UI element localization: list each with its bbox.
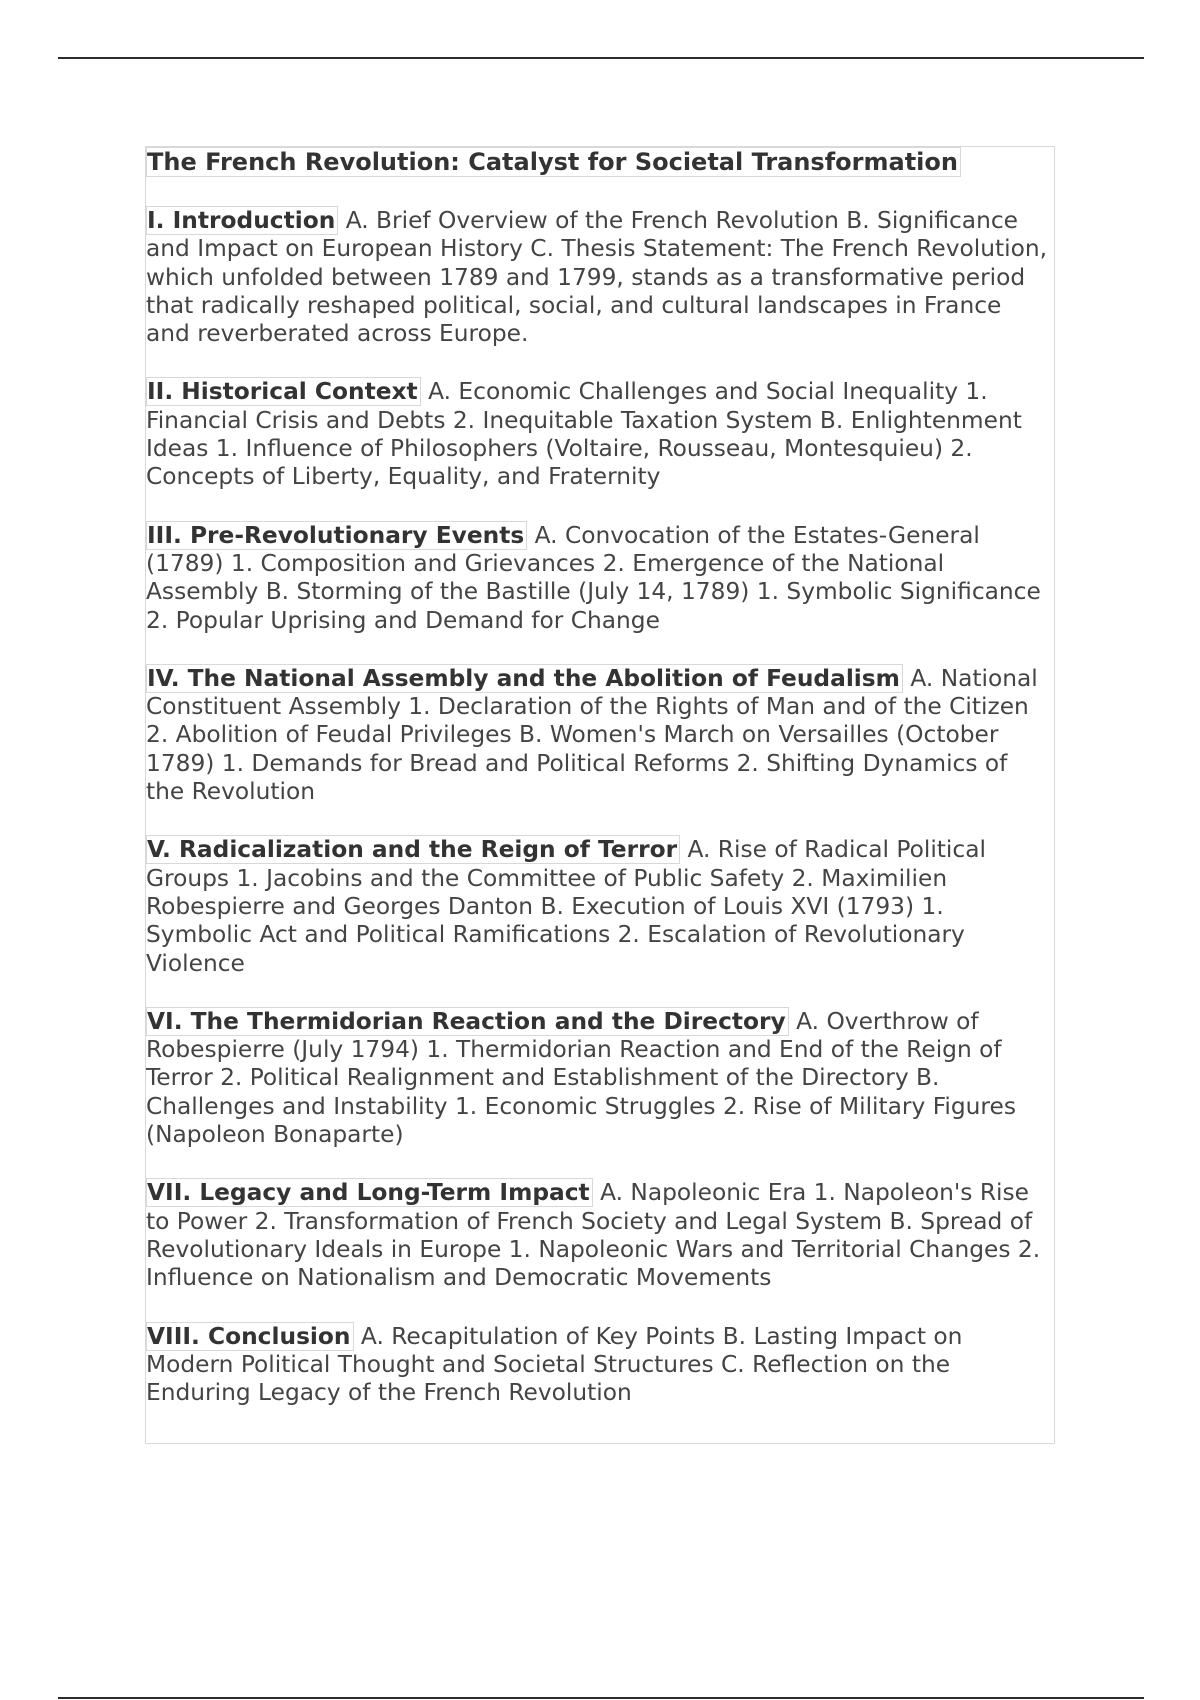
section-heading: III. Pre-Revolutionary Events (146, 521, 527, 550)
section-pre-revolutionary-events (146, 522, 1054, 635)
top-divider (58, 57, 1144, 59)
document-title: The French Revolution: Catalyst for Societal Transformation (146, 147, 961, 177)
section-heading: II. Historical Context (146, 377, 421, 406)
section-thermidorian-reaction (146, 1008, 1054, 1149)
section-body: A. National Constituent Assembly 1. Declaration of the Rights of Man and of the Citizen 2. Abolition of Feudal Privileges B. Women's March on Versailles (October 1789) 1. Demands for Bread and Political Reforms 2. Shifting Dynamics of the Revolution (146, 664, 1038, 806)
section-body: A. Napoleonic Era 1. Napoleon's Rise to Power 2. Transformation of French Society and Legal System B. Spread of Revolutionary Ideals in Europe 1. Napoleonic Wars and Territorial Changes 2. Influence on Nationalism and Democratic Movements (146, 1179, 1041, 1292)
section-heading: VI. The Thermidorian Reaction and the Directory (146, 1007, 789, 1036)
section-body: A. Overthrow of Robespierre (July 1794) 1. Thermidorian Reaction and End of the Reign of Terror 2. Political Realignment and Establishment of the Directory B. Challenges and Instability 1. Economic Struggles 2. Rise of Military Figures (Napoleon Bonaparte) (146, 1007, 1016, 1149)
document-body (145, 146, 1055, 1444)
section-heading: I. Introduction (146, 206, 338, 235)
section-heading: V. Radicalization and the Reign of Terror (146, 835, 680, 864)
section-conclusion (146, 1323, 1054, 1408)
bottom-divider (58, 1697, 1144, 1699)
section-body: A. Rise of Radical Political Groups 1. Jacobins and the Committee of Public Safety 2. Maximilien Robespierre and Georges Danton B. Execution of Louis XVI (1793) 1. Symbolic Act and Political Ramifications 2. Escalation of Revolutionary Violence (146, 836, 986, 977)
section-body: A. Convocation of the Estates-General (1789) 1. Composition and Grievances 2. Emergence of the National Assembly B. Storming of the Bastille (July 14, 1789) 1. Symbolic Significance 2. Popular Uprising and Demand for Change (146, 521, 1041, 634)
section-introduction (146, 207, 1054, 348)
section-body: A. Recapitulation of Key Points B. Lasting Impact on Modern Political Thought and Societal Structures C. Reflection on the Enduring Legacy of the French Revolution (146, 1322, 963, 1407)
section-heading: VIII. Conclusion (146, 1322, 354, 1351)
section-heading: IV. The National Assembly and the Abolition of Feudalism (146, 664, 903, 693)
section-legacy (146, 1179, 1054, 1292)
section-heading: VII. Legacy and Long-Term Impact (146, 1178, 593, 1207)
section-body: A. Brief Overview of the French Revolution B. Significance and Impact on European History C. Thesis Statement: The French Revolution, which unfolded between 1789 and 1799, stands as a transformative period that radically reshaped political, social, and cultural landscapes in France and reverberated across Europe. (146, 207, 1048, 348)
section-historical-context (146, 378, 1054, 491)
section-body: A. Economic Challenges and Social Inequality 1. Financial Crisis and Debts 2. Inequitable Taxation System B. Enlightenment Ideas 1. Influence of Philosophers (Voltaire, Rousseau, Montesquieu) 2. Concepts of Liberty, Equality, and Fraternity (146, 378, 1022, 491)
section-national-assembly (146, 665, 1054, 806)
section-reign-of-terror (146, 836, 1054, 977)
